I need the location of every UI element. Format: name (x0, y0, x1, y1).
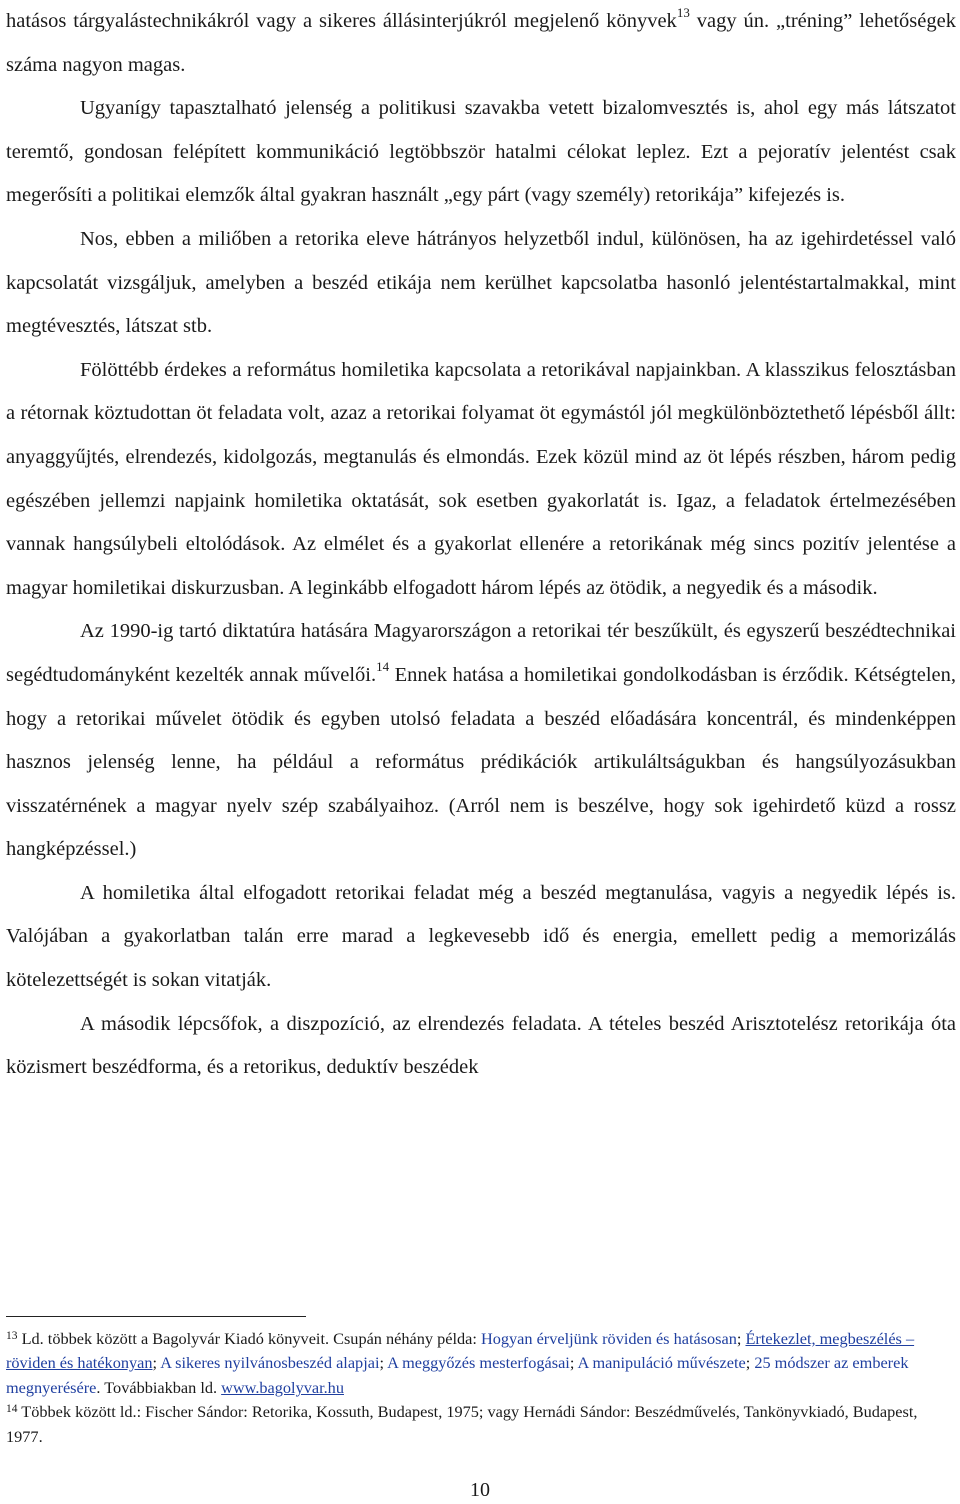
website-link[interactable]: www.bagolyvar.hu (221, 1377, 344, 1397)
footnote-mark: 13 (6, 1329, 18, 1342)
paragraph-text: Az 1990-ig tartó diktatúra hatására Magyarországon a retorikai tér beszűkült, és egyszerű beszédtechnikai segédtudományként kezelték annak művelői. (6, 620, 956, 686)
footnote-14: $^{14}$ Többek között ld.: Fischer Sándor: Retorika, Kossuth, Budapest, 1975; vagy Hernádi Sándor: Beszédművelés, Tankönyvkiadó, Budapest, 1977. (6, 1402, 918, 1446)
paragraph-memorization: A homiletika által elfogadott retorikai feladat még a beszéd megtanulása, vagyis a negyedik lépés is. Valójában a gyakorlatban talán erre marad a legkevesebb idő és energia, emellett pedig a memorizálás kötelezettségét is sokan vitatják. (6, 881, 956, 992)
book-title-link[interactable]: Hogyan érveljünk röviden és hatásosan (480, 1329, 737, 1348)
footnote-ref-13[interactable]: 13 (676, 5, 690, 21)
paragraph-text: vagy ún. „tréning” lehetőségek száma nagyon magas. (6, 10, 956, 76)
paragraph-continued (6, 0, 956, 87)
page-number: 10 (470, 1479, 490, 1501)
paragraph-milieu: Nos, ebben a miliőben a retorika eleve hátrányos helyzetből indul, különösen, ha az igehirdetéssel való kapcsolatát vizsgáljuk, amelyben a beszéd etikája nem kerülhet kapcsolatba hasonló jelentéstartalmakkal, mint megtévesztés, látszat stb. (6, 227, 956, 338)
paragraph-political-rhetoric: Ugyanígy tapasztalható jelenség a politikusi szavakba vetett bizalomvesztés is, ahol egy más látszatot teremtő, gondosan felépített kommunikáció legtöbbször hatalmi célokat leplez. Ezt a pejoratív jelentést csak megerősíti a politikai elemzők által gyakran használt „egy párt (vagy személy) retorikája” kifejezés is. (6, 97, 956, 207)
paragraph-text: hatásos tárgyalástechnikákról vagy a sikeres állásinterjúkról megjelenő könyvek (6, 10, 677, 32)
book-title-link[interactable]: A meggyőzés mesterfogásai (387, 1353, 570, 1373)
footnotes (6, 1327, 956, 1449)
footnote-separator (6, 1316, 306, 1317)
footnote-ref-14[interactable]: 14 (376, 659, 390, 675)
paragraph-text: Ennek hatása a homiletikai gondolkodásban is érződik. Kétségtelen, hogy a retorikai művelet ötödik és egyben utolsó feladata a beszéd előadására koncentrál, és mindenképpen hasznos jelenség lenne, ha például a református prédikációk artikuláltságukban és hangsúlyozásukban visszatérnének a magyar nyelv szép szabályaihoz. (Arról nem is beszélve, hogy sok igehirdető küzd a rossz hangképzéssel.) (6, 663, 956, 861)
document-page (6, 0, 956, 1446)
footnote-13: $^{13}$ Ld. többek között a Bagolyvár Kiadó könyveit. Csupán néhány példa: Hogyan érveljünk röviden és hatásosan; Értekezlet, megbeszélés – röviden és hatékonyan; A sikeres nyilvánosbeszéd alapjai; A meggyőzés mesterfogásai; A manipuláció művészete; 25 módszer az emberek megnyerésére. Továbbiakban ld. www.bagolyvar.hu (6, 1329, 915, 1397)
paragraph-disposition: A második lépcsőfok, a diszpozíció, az elrendezés feladata. A tételes beszéd Arisztotelész retorikája óta közismert beszédforma, és a retorikus, deduktív beszédek (6, 1012, 956, 1079)
book-title-link[interactable]: A manipuláció művészete (577, 1353, 746, 1373)
book-title-link[interactable]: Értekezlet, megbeszélés – röviden és hatékonyan (6, 1329, 915, 1373)
footnote-mark: 14 (6, 1402, 18, 1415)
body-text (6, 0, 956, 1090)
paragraph-homiletics: Fölöttébb érdekes a református homiletika kapcsolata a retorikával napjainkban. A klasszikus felosztásban a rétornak köztudottan öt feladata volt, azaz a retorikai folyamat öt egymástól jól megkülönböztethető lépésből állt: anyaggyűjtés, elrendezés, kidolgozás, megtanulás és elmondás. Ezek közül mind az öt lépés részben, három pedig egészében jellemzi napjaink homiletika oktatását, sok esetben gyakorlatát is. Igaz, a feladatok értelmezésében vannak hangsúlybeli eltolódások. Az elmélet és a gyakorlat ellenére a retorikának még sincs pozitív jelentése a magyar homiletikai diskurzusban. A leginkább elfogadott három lépés az ötödik, a negyedik és a második. (6, 358, 956, 599)
book-title-link[interactable]: 25 módszer az emberek megnyerésére (6, 1353, 909, 1397)
paragraph-dictatorship (6, 610, 956, 872)
book-title-link[interactable]: A sikeres nyilvánosbeszéd alapjai (160, 1353, 380, 1373)
